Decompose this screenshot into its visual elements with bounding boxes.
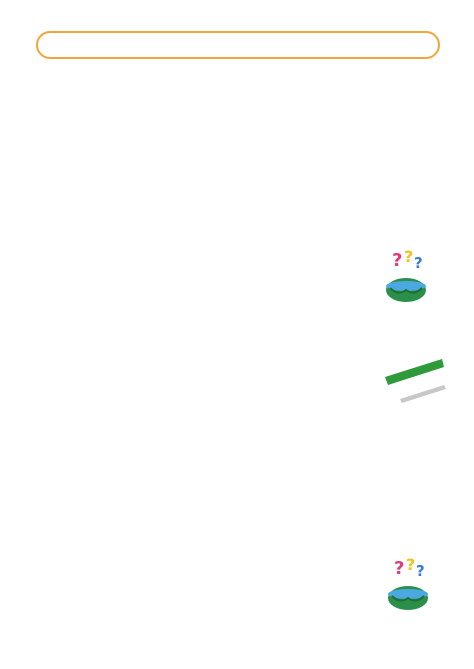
- bottom-border: [0, 641, 474, 669]
- svg-text:?: ?: [414, 254, 423, 272]
- right-border: [444, 0, 474, 669]
- globe-question-icon: [378, 248, 434, 304]
- svg-text:?: ?: [404, 248, 414, 266]
- title-banner: [36, 31, 440, 59]
- questions-answers-graphic: [380, 355, 450, 415]
- svg-text:?: ?: [416, 562, 425, 580]
- svg-text:?: ?: [406, 556, 416, 574]
- globe-question-icon-2: [380, 556, 436, 612]
- top-border: [0, 0, 474, 28]
- svg-text:?: ?: [394, 558, 405, 579]
- svg-text:?: ?: [392, 250, 403, 271]
- left-border: [0, 0, 30, 669]
